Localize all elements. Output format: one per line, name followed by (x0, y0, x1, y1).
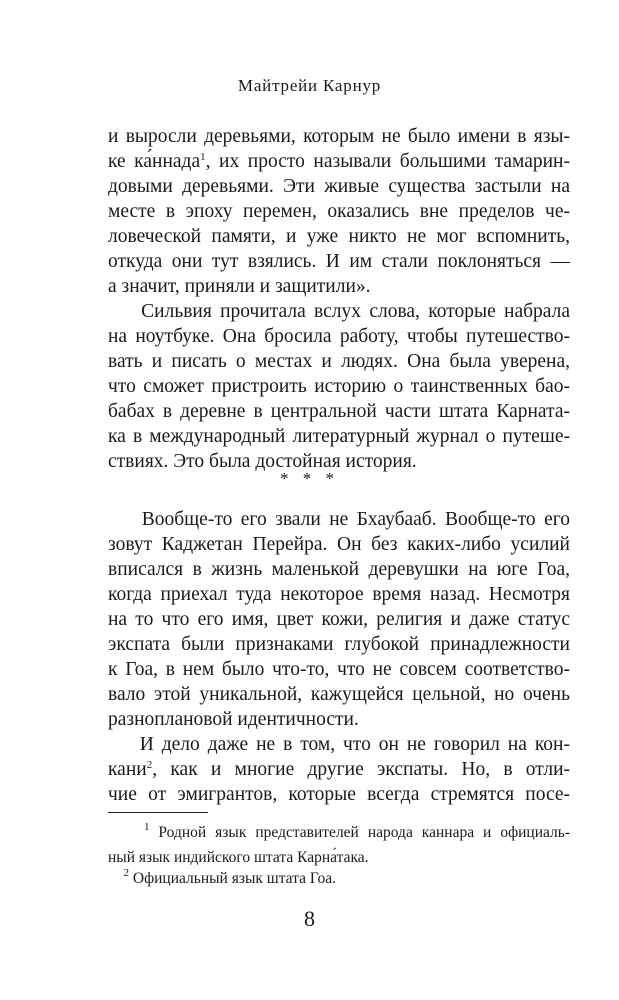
text-line: И дело даже не в том, что он не говорил на кон- (108, 734, 570, 755)
text-line: разноплановой идентичности. (108, 709, 359, 730)
text-line: месте в эпоху перемен, оказались вне пределов че- (108, 201, 570, 222)
text-line: что сможет пристроить историю о таинственных бао- (108, 376, 570, 397)
text-line: довыми деревьями. Эти живые существа застыли на (108, 176, 570, 197)
text-line: на то что его имя, цвет кожи, религия и даже статус (108, 609, 570, 630)
text-line: ловеческой памяти, и уже никто не мог вспомнить, (108, 226, 570, 247)
text-line: к Гоа, в нем было что-то, что не совсем соответство- (108, 659, 570, 680)
text-line: откуда они тут взялись. И им стали поклоняться — (108, 251, 570, 272)
text-line: кани$^2$, как и многие другие экспаты. Но, в отли- (108, 759, 570, 780)
footnote-ref-1[interactable]: 1 (200, 151, 206, 163)
text-line: бабах в деревне в центральной части штата Карната- (108, 401, 570, 422)
text-line: на ноутбуке. Она бросила работу, чтобы путешество- (108, 326, 570, 347)
footnote-marker: 2 (123, 867, 129, 879)
footnote-divider (108, 812, 208, 813)
footnote-line: ный язык индийского штата Карна́така. (108, 849, 369, 866)
footnote-1 (108, 822, 570, 872)
footnote-marker: 1 (143, 821, 150, 833)
text-line: чие от эмигрантов, которые всегда стремятся посе- (108, 784, 570, 805)
text-line: а значит, приняли и защитили». (108, 276, 371, 297)
paragraph-konkani (108, 732, 570, 807)
text-line: экспата были признаками глубокой принадлежности (108, 634, 570, 655)
text-line: когда приехал туда некоторое время назад. Несмотря (108, 584, 570, 605)
paragraph-cajetan (108, 507, 570, 732)
text-line: вписался в жизнь маленькой деревушки на юге Гоа, (108, 559, 570, 580)
paragraph-continued (108, 124, 570, 299)
text-line: ка в международный литературный журнал о путеше- (108, 426, 570, 447)
text-line: зовут Каджетан Перейра. Он без каких-либо усилий (108, 534, 570, 555)
text-line: вало этой уникальной, кажущейся цельной, но очень (108, 684, 570, 705)
text-line: ствиях. Это была достойная история. (108, 451, 417, 472)
text-line: Вообще-то его звали не Бхаубааб. Вообще-то его (108, 509, 570, 530)
text-line: Сильвия прочитала вслух слова, которые набрала (108, 301, 570, 322)
footnote-line: $^1$ Родной язык представителей народа каннара и официаль- (143, 821, 570, 841)
section-separator: * * * (280, 469, 339, 488)
text-line: вать и писать о местах и людях. Она была уверена, (108, 351, 570, 372)
paragraph-sylvia (108, 299, 570, 474)
text-line: и выросли деревьями, которым не было имени в язы- (108, 126, 570, 147)
footnote-2 (108, 868, 570, 893)
page-number: 8 (304, 906, 315, 931)
running-header: Майтрейи Карнур (237, 76, 382, 95)
text-line: ке ка́ннада$^1$, их просто называли большими тамарин- (108, 151, 570, 172)
footnote-line: $^2$ Официальный язык штата Гоа. (123, 867, 336, 887)
footnote-ref-2[interactable]: 2 (146, 759, 153, 771)
